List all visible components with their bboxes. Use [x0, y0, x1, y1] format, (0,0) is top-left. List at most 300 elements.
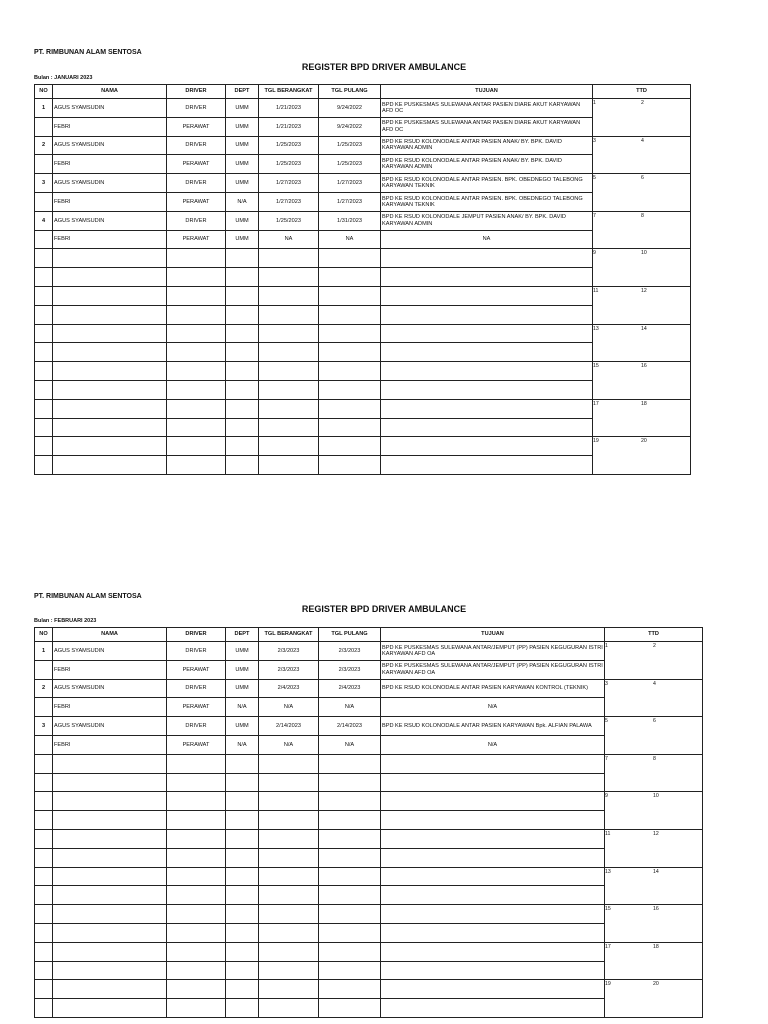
row-tgl-berangkat — [259, 792, 319, 811]
signature-number: 11 — [605, 830, 611, 837]
row-nama: AGUS SYAMSUDIN — [53, 174, 167, 193]
signature-number: 1 — [605, 643, 608, 649]
row-nama: AGUS SYAMSUDIN — [53, 211, 167, 230]
row-tgl-pulang: 1/31/2023 — [319, 211, 381, 230]
row-dept: UMM — [226, 174, 259, 193]
row-tgl-pulang — [319, 456, 381, 475]
signature-number: 6 — [653, 718, 656, 725]
row-tgl-berangkat: N/A — [259, 735, 319, 754]
row-no — [35, 418, 53, 437]
row-no — [35, 286, 53, 305]
row-tujuan — [381, 324, 593, 343]
row-dept: UMM — [226, 642, 259, 661]
row-driver: PERAWAT — [167, 155, 226, 174]
row-driver — [167, 399, 226, 418]
row-tgl-pulang: 1/27/2023 — [319, 192, 381, 211]
row-driver — [167, 418, 226, 437]
row-driver — [167, 829, 226, 848]
row-tgl-pulang — [319, 418, 381, 437]
row-driver: PERAWAT — [167, 230, 226, 249]
row-driver: DRIVER — [167, 211, 226, 230]
col-header-tgl-pulang: TGL PULANG — [319, 85, 381, 99]
row-no — [35, 230, 53, 249]
row-tgl-berangkat — [259, 773, 319, 792]
row-tgl-pulang: 9/24/2022 — [319, 117, 381, 136]
month-label: Bulan : FEBRUARI 2023 — [34, 618, 97, 624]
table-row — [35, 174, 691, 193]
row-dept — [226, 399, 259, 418]
row-nama: AGUS SYAMSUDIN — [53, 642, 167, 661]
row-tujuan — [381, 305, 593, 324]
table-row — [35, 754, 703, 773]
row-tgl-berangkat — [259, 980, 319, 999]
table-row — [35, 99, 691, 118]
row-nama — [53, 980, 167, 999]
row-nama: FEBRI — [53, 192, 167, 211]
signature-number: 16 — [653, 906, 659, 913]
signature-number: 15 — [605, 906, 611, 913]
table-row — [35, 905, 703, 924]
row-no — [35, 456, 53, 475]
row-no — [35, 698, 53, 717]
row-tujuan — [381, 792, 605, 811]
row-no: 3 — [35, 717, 53, 736]
row-no — [35, 380, 53, 399]
row-nama — [53, 399, 167, 418]
register-title: REGISTER BPD DRIVER AMBULANCE — [301, 604, 467, 614]
row-dept: N/A — [226, 735, 259, 754]
row-dept — [226, 249, 259, 268]
table-row — [35, 399, 691, 418]
row-nama: FEBRI — [53, 230, 167, 249]
row-nama — [53, 829, 167, 848]
row-no — [35, 848, 53, 867]
row-tgl-pulang — [319, 362, 381, 381]
row-driver — [167, 867, 226, 886]
row-dept — [226, 923, 259, 942]
table-row — [35, 980, 703, 999]
row-dept — [226, 286, 259, 305]
row-dept — [226, 380, 259, 399]
row-tujuan: N/A — [381, 698, 605, 717]
row-dept — [226, 324, 259, 343]
row-tgl-berangkat — [259, 456, 319, 475]
row-driver — [167, 754, 226, 773]
row-driver — [167, 848, 226, 867]
signature-number: 12 — [653, 830, 659, 837]
signature-number: 12 — [641, 287, 647, 294]
table-row — [35, 811, 703, 830]
row-nama — [53, 867, 167, 886]
row-driver: DRIVER — [167, 136, 226, 155]
signature-cell[interactable] — [605, 754, 703, 792]
signature-cell[interactable] — [605, 980, 703, 1018]
row-driver: PERAWAT — [167, 117, 226, 136]
table-row — [35, 773, 703, 792]
row-nama — [53, 249, 167, 268]
company-name: PT. RIMBUNAN ALAM SENTOSA — [34, 49, 142, 56]
row-no — [35, 305, 53, 324]
signature-number: 18 — [641, 400, 647, 407]
row-tgl-berangkat: NA — [259, 230, 319, 249]
row-tgl-berangkat: 1/25/2023 — [259, 211, 319, 230]
row-no — [35, 961, 53, 980]
row-tgl-pulang — [319, 980, 381, 999]
row-driver — [167, 811, 226, 830]
row-no — [35, 268, 53, 287]
col-header-tujuan: TUJUAN — [381, 85, 593, 99]
table-row — [35, 792, 703, 811]
row-nama: AGUS SYAMSUDIN — [53, 679, 167, 698]
signature-number: 5 — [593, 175, 596, 182]
row-nama — [53, 324, 167, 343]
row-nama: FEBRI — [53, 735, 167, 754]
row-driver — [167, 437, 226, 456]
signature-number: 10 — [641, 250, 647, 257]
row-tujuan — [381, 905, 605, 924]
signature-number: 1 — [593, 100, 596, 106]
row-tgl-berangkat — [259, 437, 319, 456]
row-dept: UMM — [226, 155, 259, 174]
table-row — [35, 829, 703, 848]
row-tgl-berangkat — [259, 399, 319, 418]
row-tgl-pulang: 1/25/2023 — [319, 155, 381, 174]
row-nama: FEBRI — [53, 698, 167, 717]
row-nama — [53, 942, 167, 961]
row-tgl-pulang: 2/4/2023 — [319, 679, 381, 698]
row-dept — [226, 811, 259, 830]
col-header-ttd: TTD — [593, 85, 691, 99]
row-tgl-berangkat — [259, 923, 319, 942]
row-no — [35, 754, 53, 773]
row-nama — [53, 773, 167, 792]
row-tujuan — [381, 773, 605, 792]
row-tgl-pulang — [319, 380, 381, 399]
row-tujuan — [381, 418, 593, 437]
signature-cell[interactable] — [593, 99, 691, 137]
row-driver — [167, 268, 226, 287]
row-dept: UMM — [226, 136, 259, 155]
signature-cell[interactable] — [593, 174, 691, 212]
register-table — [34, 627, 703, 1018]
row-tgl-pulang — [319, 773, 381, 792]
col-header-driver: DRIVER — [167, 85, 226, 99]
row-tujuan — [381, 456, 593, 475]
signature-cell[interactable] — [593, 286, 691, 324]
row-tujuan — [381, 286, 593, 305]
signature-number: 15 — [593, 363, 599, 370]
row-nama — [53, 848, 167, 867]
signature-cell[interactable] — [593, 211, 691, 249]
signature-number: 2 — [641, 100, 644, 106]
row-tujuan — [381, 980, 605, 999]
row-tujuan — [381, 829, 605, 848]
row-driver — [167, 773, 226, 792]
row-tujuan — [381, 886, 605, 905]
signature-cell[interactable] — [605, 792, 703, 830]
row-tgl-berangkat: 2/14/2023 — [259, 717, 319, 736]
row-dept: UMM — [226, 211, 259, 230]
row-tgl-berangkat — [259, 305, 319, 324]
company-name: PT. RIMBUNAN ALAM SENTOSA — [34, 593, 142, 600]
row-dept: UMM — [226, 99, 259, 118]
row-tgl-pulang — [319, 249, 381, 268]
signature-number: 20 — [653, 981, 659, 988]
row-nama — [53, 305, 167, 324]
row-dept — [226, 942, 259, 961]
row-dept — [226, 886, 259, 905]
row-tgl-berangkat — [259, 268, 319, 287]
row-tujuan: BPD KE PUSKESMAS SULEWANA ANTAR PASIEN DIARE AKUT KARYAWAN AFD OC — [381, 99, 593, 118]
row-nama — [53, 362, 167, 381]
row-tujuan — [381, 848, 605, 867]
row-tgl-pulang — [319, 961, 381, 980]
col-header-tgl-berangkat: TGL BERANGKAT — [259, 85, 319, 99]
table-row — [35, 698, 703, 717]
row-tgl-pulang: N/A — [319, 698, 381, 717]
col-header-no: NO — [35, 628, 53, 642]
row-dept — [226, 418, 259, 437]
signature-number: 18 — [653, 943, 659, 950]
row-no — [35, 399, 53, 418]
signature-number: 20 — [641, 438, 647, 445]
row-nama — [53, 343, 167, 362]
row-driver — [167, 249, 226, 268]
row-tgl-berangkat — [259, 961, 319, 980]
row-tgl-berangkat: 1/21/2023 — [259, 117, 319, 136]
table-row — [35, 324, 691, 343]
row-nama — [53, 886, 167, 905]
signature-cell[interactable] — [593, 362, 691, 400]
row-tgl-berangkat — [259, 343, 319, 362]
row-nama — [53, 792, 167, 811]
row-tujuan: BPD KE RSUD KOLONODALE ANTAR PASIEN. BPK. OBEDNEGO TALEBONG KARYAWAN TEKNIK — [381, 174, 593, 193]
col-header-driver: DRIVER — [167, 628, 226, 642]
row-tgl-pulang: 1/25/2023 — [319, 136, 381, 155]
row-tujuan — [381, 380, 593, 399]
signature-cell[interactable] — [605, 642, 703, 680]
col-header-dept: DEPT — [226, 628, 259, 642]
row-tgl-berangkat: 2/3/2023 — [259, 660, 319, 679]
signature-cell[interactable] — [605, 717, 703, 755]
row-driver — [167, 792, 226, 811]
row-tgl-pulang — [319, 324, 381, 343]
row-tgl-berangkat — [259, 418, 319, 437]
table-row — [35, 923, 703, 942]
row-no — [35, 362, 53, 381]
table-row — [35, 211, 691, 230]
table-row — [35, 362, 691, 381]
row-nama — [53, 923, 167, 942]
col-header-tgl-berangkat: TGL BERANGKAT — [259, 628, 319, 642]
row-no: 3 — [35, 174, 53, 193]
row-tgl-pulang — [319, 437, 381, 456]
row-dept — [226, 268, 259, 287]
row-dept — [226, 773, 259, 792]
row-tgl-berangkat: 2/4/2023 — [259, 679, 319, 698]
row-tgl-pulang — [319, 268, 381, 287]
row-tujuan — [381, 268, 593, 287]
row-tgl-pulang: 2/3/2023 — [319, 660, 381, 679]
row-driver — [167, 286, 226, 305]
table-row — [35, 660, 703, 679]
row-driver — [167, 343, 226, 362]
row-tgl-berangkat — [259, 754, 319, 773]
row-tujuan: NA — [381, 230, 593, 249]
row-no: 1 — [35, 99, 53, 118]
row-no — [35, 829, 53, 848]
row-tgl-pulang: 2/3/2023 — [319, 642, 381, 661]
register-table — [34, 84, 691, 475]
signature-cell[interactable] — [605, 942, 703, 980]
row-dept — [226, 305, 259, 324]
row-tgl-pulang — [319, 867, 381, 886]
row-tujuan: N/A — [381, 735, 605, 754]
table-row — [35, 848, 703, 867]
row-nama: AGUS SYAMSUDIN — [53, 136, 167, 155]
signature-cell[interactable] — [593, 399, 691, 437]
row-tujuan: BPD KE PUSKESMAS SULEWANA ANTAR PASIEN DIARE AKUT KARYAWAN AFD OC — [381, 117, 593, 136]
row-dept: UMM — [226, 117, 259, 136]
row-tgl-pulang — [319, 923, 381, 942]
table-row — [35, 249, 691, 268]
row-tgl-berangkat — [259, 324, 319, 343]
signature-cell[interactable] — [605, 679, 703, 717]
row-tujuan: BPD KE PUSKESMAS SULEWANA ANTAR/JEMPUT (PP) PASIEN KEGUGURAN ISTRI KARYAWAN AFD OA — [381, 660, 605, 679]
row-tgl-pulang — [319, 754, 381, 773]
row-tgl-pulang — [319, 886, 381, 905]
row-tgl-berangkat — [259, 249, 319, 268]
row-driver — [167, 999, 226, 1018]
signature-cell[interactable] — [605, 829, 703, 867]
col-header-nama: NAMA — [53, 628, 167, 642]
row-tujuan — [381, 437, 593, 456]
row-tujuan — [381, 923, 605, 942]
row-tgl-pulang — [319, 905, 381, 924]
row-driver — [167, 362, 226, 381]
row-driver — [167, 942, 226, 961]
row-tgl-berangkat — [259, 829, 319, 848]
signature-number: 19 — [593, 438, 599, 445]
row-tgl-berangkat — [259, 811, 319, 830]
signature-number: 17 — [593, 400, 599, 407]
row-nama — [53, 811, 167, 830]
row-driver: DRIVER — [167, 99, 226, 118]
row-no: 2 — [35, 679, 53, 698]
row-no — [35, 980, 53, 999]
row-nama: FEBRI — [53, 117, 167, 136]
row-driver — [167, 961, 226, 980]
signature-number: 16 — [641, 363, 647, 370]
row-driver: PERAWAT — [167, 192, 226, 211]
row-tgl-berangkat — [259, 942, 319, 961]
row-tgl-berangkat — [259, 999, 319, 1018]
signature-cell[interactable] — [605, 867, 703, 905]
row-nama — [53, 999, 167, 1018]
signature-number: 3 — [605, 680, 608, 687]
signature-cell[interactable] — [593, 249, 691, 287]
row-no — [35, 117, 53, 136]
col-header-no: NO — [35, 85, 53, 99]
row-nama — [53, 905, 167, 924]
row-driver — [167, 905, 226, 924]
row-nama — [53, 456, 167, 475]
signature-number: 14 — [641, 325, 647, 332]
row-dept — [226, 999, 259, 1018]
row-dept: UMM — [226, 230, 259, 249]
row-no — [35, 886, 53, 905]
row-driver: PERAWAT — [167, 735, 226, 754]
signature-cell[interactable] — [605, 905, 703, 943]
row-dept — [226, 848, 259, 867]
signature-cell[interactable] — [593, 324, 691, 362]
row-dept — [226, 792, 259, 811]
table-row — [35, 999, 703, 1018]
row-tgl-berangkat: 1/21/2023 — [259, 99, 319, 118]
signature-number: 9 — [593, 250, 596, 257]
row-tujuan — [381, 399, 593, 418]
table-row — [35, 717, 703, 736]
signature-cell[interactable] — [593, 437, 691, 475]
row-no — [35, 155, 53, 174]
signature-number: 5 — [605, 718, 608, 725]
signature-cell[interactable] — [593, 136, 691, 174]
table-header-row — [35, 85, 691, 99]
row-no — [35, 773, 53, 792]
signature-number: 17 — [605, 943, 611, 950]
row-driver — [167, 886, 226, 905]
row-no — [35, 999, 53, 1018]
row-tgl-pulang — [319, 942, 381, 961]
row-dept: UMM — [226, 717, 259, 736]
signature-number: 2 — [653, 643, 656, 649]
signature-number: 10 — [653, 793, 659, 800]
row-nama — [53, 437, 167, 456]
row-tgl-pulang — [319, 286, 381, 305]
table-row — [35, 886, 703, 905]
signature-number: 14 — [653, 868, 659, 875]
row-tgl-pulang: 9/24/2022 — [319, 99, 381, 118]
row-tgl-pulang — [319, 848, 381, 867]
signature-number: 19 — [605, 981, 611, 988]
col-header-tgl-pulang: TGL PULANG — [319, 628, 381, 642]
row-tujuan: BPD KE RSUD KOLONODALE ANTAR PASIEN. BPK. OBEDNEGO TALEBONG KARYAWAN TEKNIK — [381, 192, 593, 211]
register-title: REGISTER BPD DRIVER AMBULANCE — [301, 62, 467, 72]
row-no — [35, 343, 53, 362]
row-no — [35, 324, 53, 343]
row-dept — [226, 343, 259, 362]
row-tgl-berangkat — [259, 848, 319, 867]
row-tujuan — [381, 343, 593, 362]
signature-number: 4 — [653, 680, 656, 687]
signature-number: 8 — [641, 212, 644, 219]
row-no: 4 — [35, 211, 53, 230]
row-tujuan: BPD KE PUSKESMAS SULEWANA ANTAR/JEMPUT (PP) PASIEN KEGUGURAN ISTRI KARYAWAN AFD OA — [381, 642, 605, 661]
month-label: Bulan : JANUARI 2023 — [34, 75, 93, 81]
row-tgl-pulang — [319, 792, 381, 811]
row-tgl-berangkat — [259, 286, 319, 305]
row-dept — [226, 829, 259, 848]
row-nama — [53, 754, 167, 773]
row-tujuan — [381, 362, 593, 381]
row-tujuan — [381, 999, 605, 1018]
row-nama: AGUS SYAMSUDIN — [53, 99, 167, 118]
row-driver — [167, 980, 226, 999]
row-dept — [226, 754, 259, 773]
row-dept — [226, 362, 259, 381]
row-tgl-pulang — [319, 829, 381, 848]
row-driver — [167, 380, 226, 399]
